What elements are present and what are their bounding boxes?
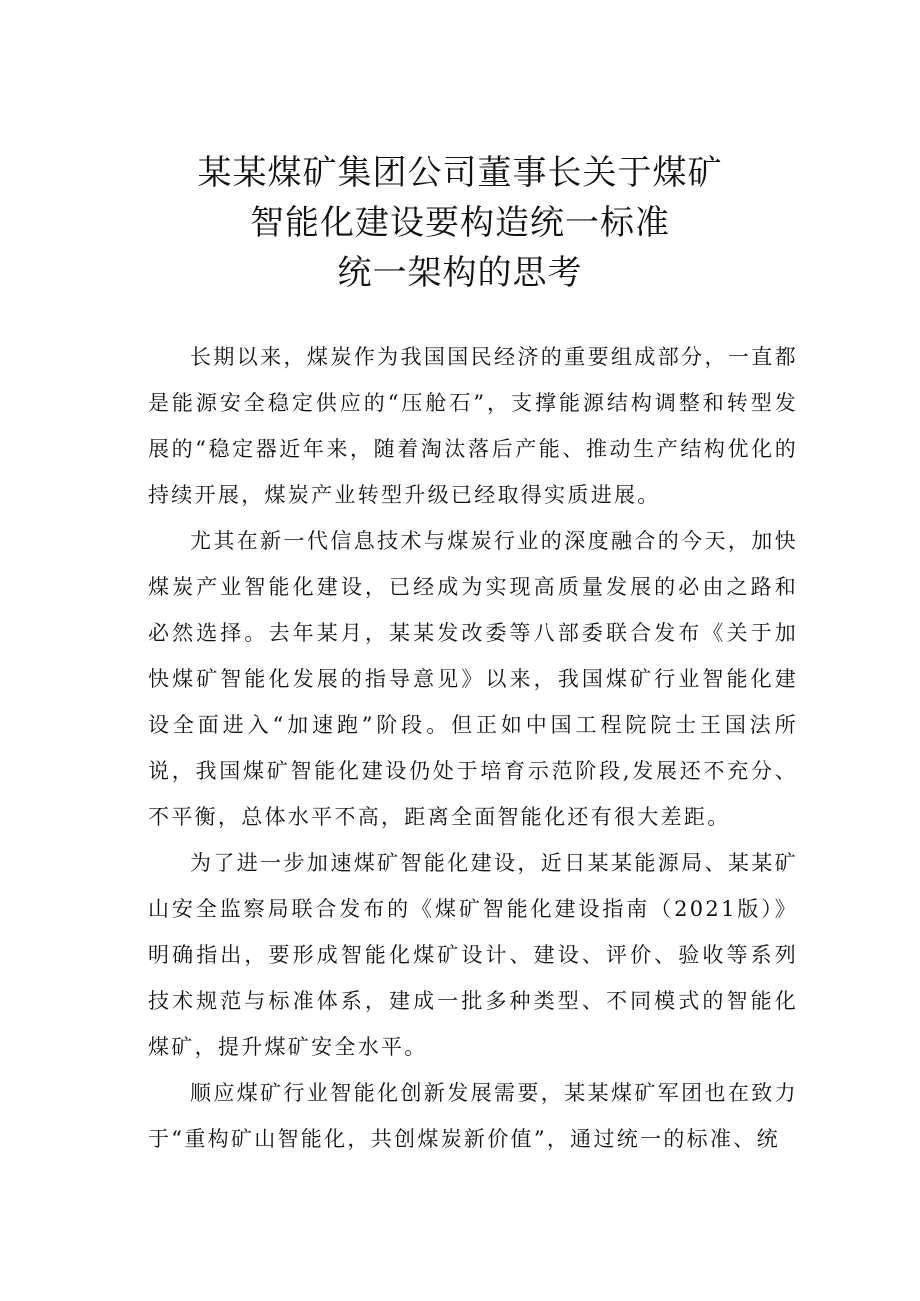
paragraph-4: 顺应煤矿行业智能化创新发展需要，某某煤矿军团也在致力于“重构矿山智能化，共创煤炭新价值”，通过统一的标准、统 <box>148 1081 798 1151</box>
title-line-2: 智能化建设要构造统一标准 <box>250 203 670 243</box>
paragraph-2: 尤其在新一代信息技术与煤炭行业的深度融合的今天，加快煤炭产业智能化建设，已经成为实现高质量发展的必由之路和必然选择。去年某月，某某发改委等八部委联合发布《关于加快煤矿智能化发展的指导意见》以来，我国煤矿行业智能化建设全面进入“加速跑”阶段。但正如中国工程院院士王国法所说，我国煤矿智能化建设仍处于培育示范阶段,发展还不充分、不平衡，总体水平不高，距离全面智能化还有很大差距。 <box>148 529 798 829</box>
document-body <box>148 334 798 1162</box>
paragraph-3: 为了进一步加速煤矿智能化建设，近日某某能源局、某某矿山安全监察局联合发布的《煤矿智能化建设指南（2021版）》明确指出，要形成智能化煤矿设计、建设、评价、验收等系列技术规范与标准体系，建成一批多种类型、不同模式的智能化煤矿，提升煤矿安全水平。 <box>148 851 798 1059</box>
title-line-3: 统一架构的思考 <box>337 253 583 293</box>
document-title <box>0 148 920 298</box>
title-line-1: 某某煤矿集团公司董事长关于煤矿 <box>197 153 723 193</box>
paragraph-1: 长期以来，煤炭作为我国国民经济的重要组成部分，一直都是能源安全稳定供应的“压舱石”，支撑能源结构调整和转型发展的“稳定器近年来，随着淘汰落后产能、推动生产结构优化的持续开展，煤炭产业转型升级已经取得实质进展。 <box>148 345 798 507</box>
